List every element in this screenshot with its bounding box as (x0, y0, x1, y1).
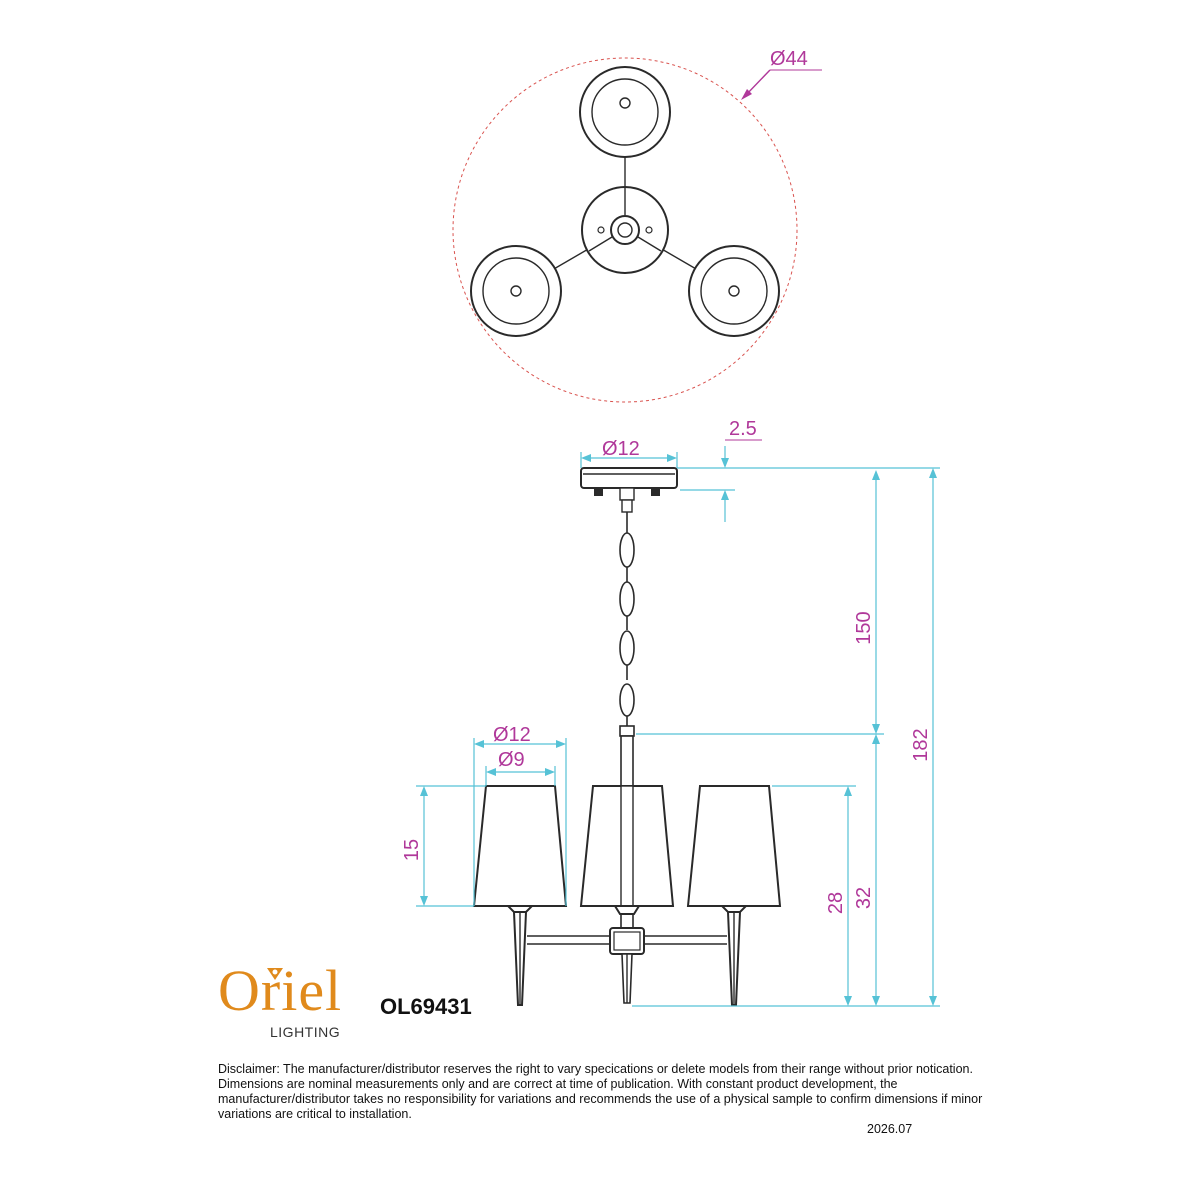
shade-right (689, 246, 779, 336)
overall-height-label: 182 (910, 728, 932, 762)
shade-left (471, 246, 561, 336)
canopy-diameter-label: Ø12 (602, 438, 640, 460)
canopy (581, 468, 677, 512)
shade-right-side (688, 786, 780, 1005)
side-view (401, 418, 940, 1006)
brand-subtitle: LIGHTING (270, 1024, 341, 1040)
disclaimer-line: Disclaimer: The manufacturer/distributor reserves the right to vary specications or delete models from their range without prior notication. (218, 1062, 973, 1076)
shade-center-side (581, 786, 673, 914)
body-height-28-label: 28 (825, 891, 847, 915)
brand-logo (218, 958, 358, 1042)
shade-top (580, 67, 670, 157)
top-view-diameter-label: Ø44 (770, 48, 808, 70)
disclaimer-line: variations are critical to installation. (218, 1107, 412, 1121)
publication-date: 2026.07 (867, 1122, 913, 1136)
dim-body-28 (632, 786, 940, 1006)
canopy-top (582, 187, 668, 273)
disclaimer-line: manufacturer/distributor takes no responsibility for variations and recommends the use of a physical sample to confirm dimensions if minor (218, 1092, 983, 1106)
body-height-32-label: 32 (853, 886, 875, 910)
shade-left-side (474, 786, 566, 1005)
dim-canopy-diameter (581, 438, 677, 468)
dim-body-32 (853, 734, 880, 1006)
canopy-height-label: 2.5 (729, 418, 757, 440)
disclaimer-line: Dimensions are nominal measurements only and are correct at time of publication. With constant product development, the (218, 1077, 898, 1091)
model-number: OL69431 (380, 994, 472, 1019)
shade-inner-diameter-label: Ø9 (498, 749, 525, 771)
shade-height-label: 15 (401, 838, 423, 862)
dim-overall-height (910, 468, 937, 1006)
disclaimer (218, 1062, 998, 1122)
dim-shade-height (401, 786, 486, 906)
brand-name: Oriel (218, 958, 343, 1023)
chain (620, 512, 634, 726)
chain-length-label: 150 (853, 611, 875, 645)
top-view (453, 48, 822, 402)
hub (610, 928, 644, 1003)
dim-chain-length (636, 470, 884, 734)
shade-outer-diameter-label: Ø12 (493, 724, 531, 746)
dim-canopy-height (677, 418, 940, 522)
